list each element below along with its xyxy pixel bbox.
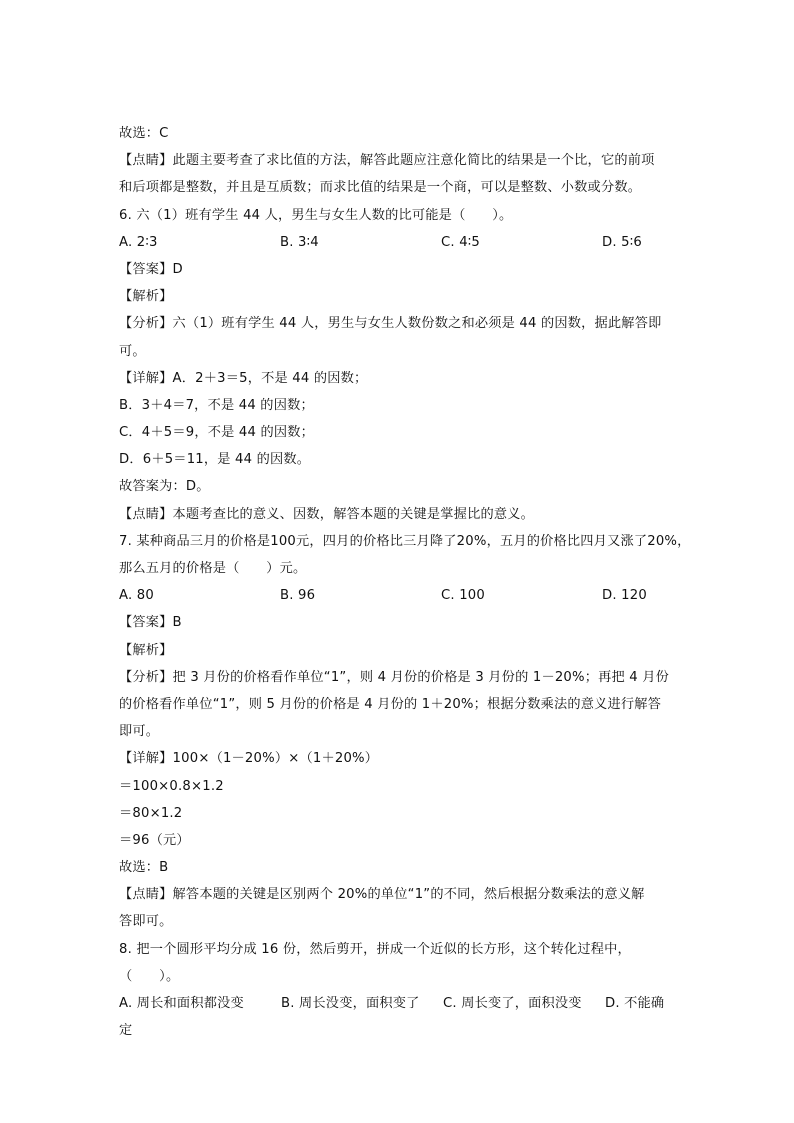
question-7-options bbox=[119, 582, 679, 609]
question-6-dianjing: 【点睛】本题考查比的意义、因数，解答本题的关键是掌握比的意义。 bbox=[119, 506, 535, 522]
question-6-stem: 6. 六（1）班有学生 44 人，男生与女生人数的比可能是（ ）。 bbox=[119, 207, 513, 223]
question-8-options bbox=[119, 990, 679, 1017]
question-6-detail-1: 【详解】A．2＋3＝5，不是 44 的因数； bbox=[119, 370, 368, 386]
question-7-stem-1: 7. 某种商品三月的价格是100元，四月的价格比三月降了20%，五月的价格比四月又涨了20%， bbox=[119, 533, 691, 549]
previous-dianjing-line-2: 和后项都是整数，并且是互质数；而求比值的结果是一个商，可以是整数、小数或分数。 bbox=[119, 180, 642, 196]
question-6-options bbox=[119, 229, 679, 256]
question-6-option-b: B. 3∶4 bbox=[280, 234, 319, 250]
question-6-analysis-2: 可。 bbox=[119, 343, 146, 359]
question-7-stem-2: 那么五月的价格是（ ）元。 bbox=[119, 561, 307, 576]
question-7-detail-3: ＝80×1.2 bbox=[119, 805, 183, 821]
question-8-option-c: C. 周长变了，面积没变 bbox=[443, 996, 582, 1011]
question-6-option-d: D. 5∶6 bbox=[602, 234, 642, 250]
question-6-jiexi-heading: 【解析】 bbox=[119, 289, 173, 305]
question-7-option-a: A. 80 bbox=[119, 588, 154, 604]
question-8-option-a: A. 周长和面积都没变 bbox=[119, 996, 244, 1011]
question-6-conclusion: 故答案为：D。 bbox=[119, 479, 210, 495]
previous-conclusion: 故选：C bbox=[119, 126, 169, 141]
question-7-dianjing-1: 【点睛】解答本题的关键是区别两个 20%的单位“1”的不同，然后根据分数乘法的意义解 bbox=[119, 887, 645, 903]
document-page bbox=[119, 120, 691, 1044]
question-7-option-b: B. 96 bbox=[280, 588, 316, 604]
question-7-detail-1: 【详解】100×（1－20%）×（1＋20%） bbox=[119, 751, 379, 767]
question-7-answer: 【答案】B bbox=[119, 615, 182, 631]
question-6-option-c: C. 4∶5 bbox=[441, 234, 481, 250]
question-6-option-a: A. 2∶3 bbox=[119, 234, 158, 250]
question-7-detail-4: ＝96（元） bbox=[119, 832, 190, 848]
question-8-option-b: B. 周长没变，面积变了 bbox=[281, 996, 420, 1011]
question-7-analysis-1: 【分析】把 3 月份的价格看作单位“1”，则 4 月份的价格是 3 月份的 1－20%；再把 4 月份 bbox=[119, 669, 670, 685]
question-8-option-d: D. 不能确 bbox=[605, 996, 665, 1011]
question-7-option-c: C. 100 bbox=[441, 588, 485, 604]
question-7-dianjing-2: 答即可。 bbox=[119, 914, 173, 930]
question-6-detail-2: B．3＋4＝7，不是 44 的因数； bbox=[119, 397, 314, 413]
question-7-analysis-2: 的价格看作单位“1”，则 5 月份的价格是 4 月份的 1＋20%；根据分数乘法的意义进行解答 bbox=[119, 696, 662, 712]
question-8-option-d-wrap: 定 bbox=[119, 1023, 133, 1039]
question-7-conclusion: 故选：B bbox=[119, 860, 169, 876]
question-6-detail-4: D．6＋5＝11，是 44 的因数。 bbox=[119, 452, 311, 468]
question-7-analysis-3: 即可。 bbox=[119, 724, 160, 740]
question-6-analysis-1: 【分析】六（1）班有学生 44 人，男生与女生人数份数之和必须是 44 的因数，据此解答即 bbox=[119, 316, 662, 332]
question-6-detail-3: C．4＋5＝9，不是 44 的因数； bbox=[119, 425, 315, 441]
question-8-stem-2: （ ）。 bbox=[119, 968, 180, 984]
question-8-stem-1: 8. 把一个圆形平均分成 16 份，然后剪开，拼成一个近似的长方形，这个转化过程中， bbox=[119, 941, 631, 957]
question-7-option-d: D. 120 bbox=[602, 588, 647, 604]
question-6-answer: 【答案】D bbox=[119, 261, 183, 277]
question-7-detail-2: ＝100×0.8×1.2 bbox=[119, 778, 224, 794]
question-7-jiexi-heading: 【解析】 bbox=[119, 642, 173, 658]
previous-dianjing-line-1: 【点睛】此题主要考查了求比值的方法，解答此题应注意化简比的结果是一个比，它的前项 bbox=[119, 153, 655, 169]
